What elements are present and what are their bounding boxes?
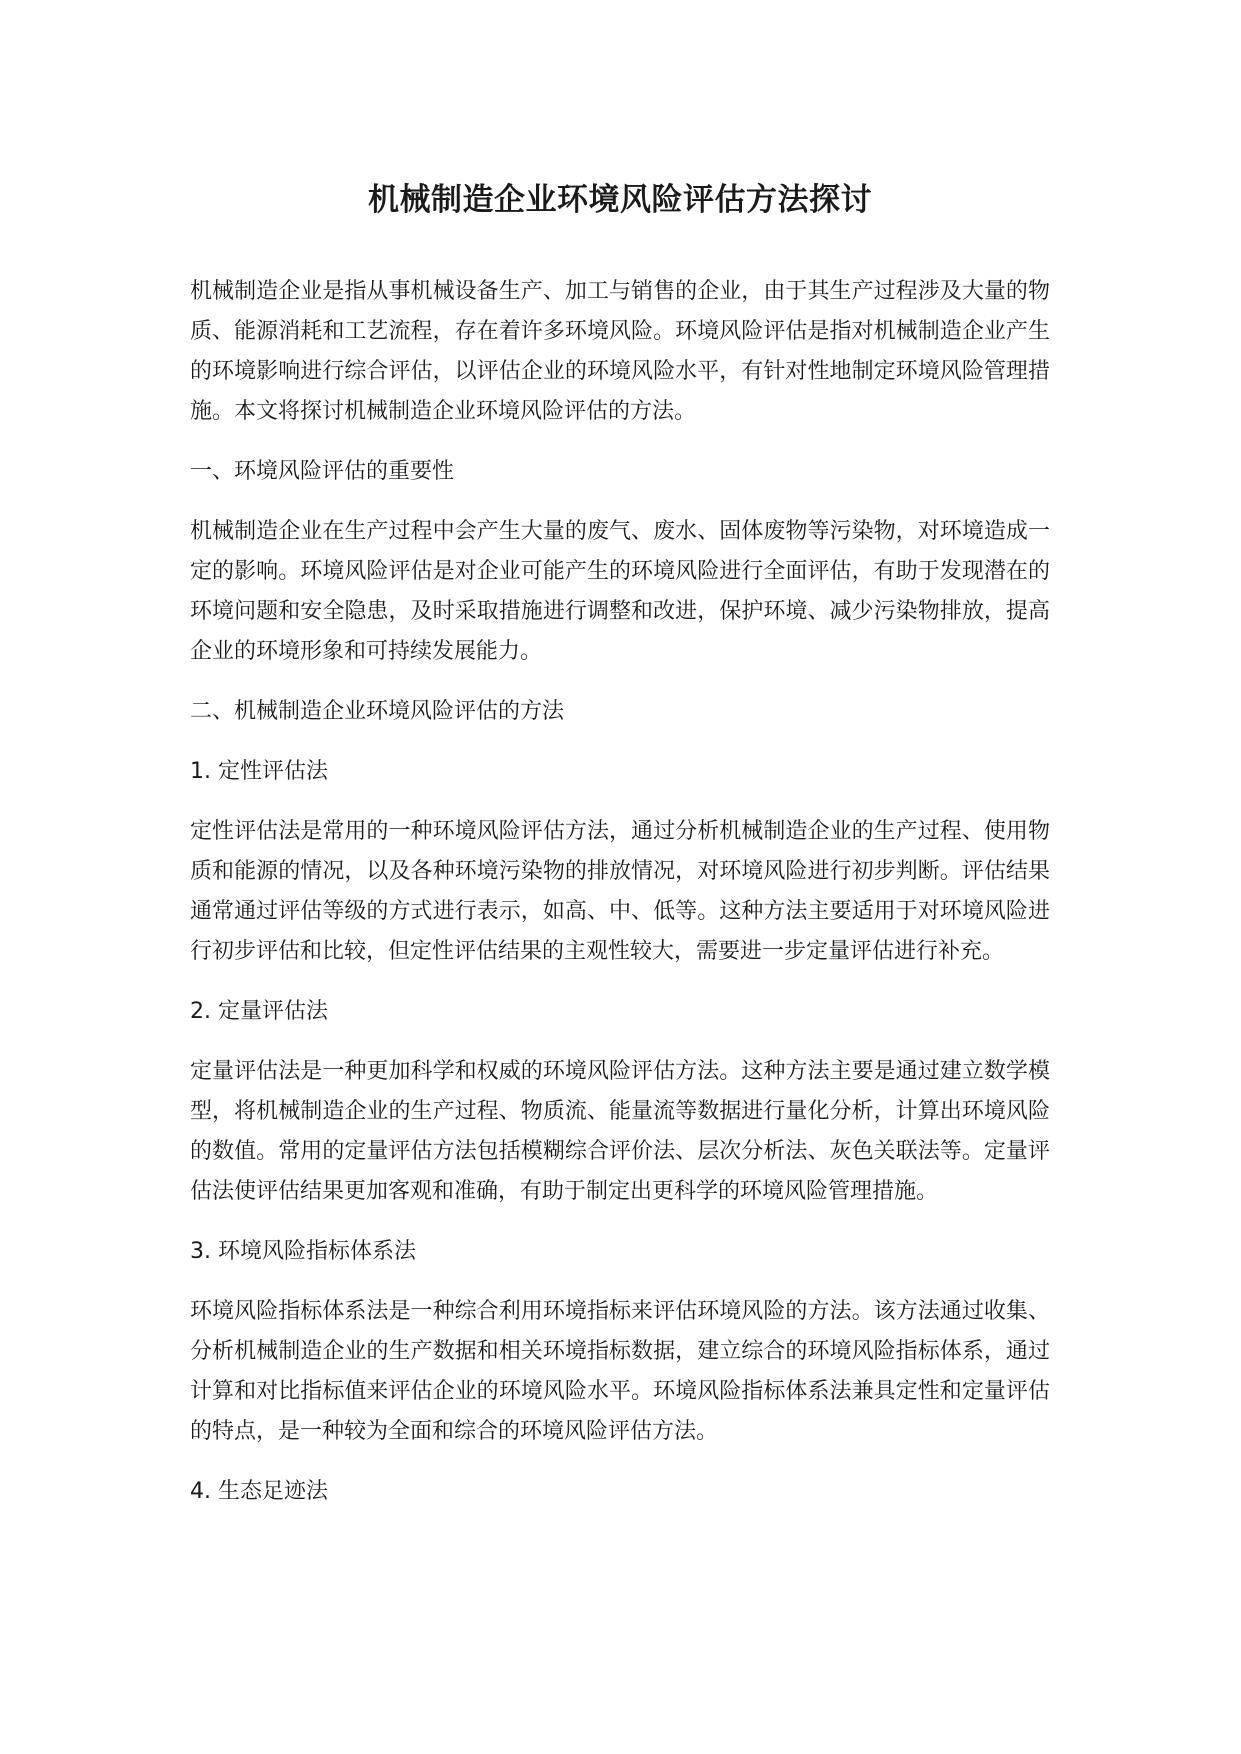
importance-paragraph: 机械制造企业在生产过程中会产生大量的废气、废水、固体废物等污染物，对环境造成一定的影响。环境风险评估是对企业可能产生的环境风险进行全面评估，有助于发现潜在的环境问题和安全隐患，及时采取措施进行调整和改进，保护环境、减少污染物排放，提高企业的环境形象和可持续发展能力。 bbox=[190, 519, 1050, 664]
quantitative-paragraph: 定量评估法是一种更加科学和权威的环境风险评估方法。这种方法主要是通过建立数学模型，将机械制造企业的生产过程、物质流、能量流等数据进行量化分析，计算出环境风险的数值。常用的定量评估方法包括模糊综合评价法、层次分析法、灰色关联法等。定量评估法使评估结果更加客观和准确，有助于制定出更科学的环境风险管理措施。 bbox=[190, 1059, 1050, 1204]
subheading-qualitative: 1. 定性评估法 bbox=[190, 759, 328, 784]
document-page bbox=[190, 178, 1050, 1532]
subheading-quantitative: 2. 定量评估法 bbox=[190, 999, 328, 1024]
section-heading-importance: 一、环境风险评估的重要性 bbox=[190, 459, 455, 484]
document-title: 机械制造企业环境风险评估方法探讨 bbox=[368, 182, 872, 218]
subheading-indicator-system: 3. 环境风险指标体系法 bbox=[190, 1239, 416, 1264]
section-heading-methods: 二、机械制造企业环境风险评估的方法 bbox=[190, 699, 565, 724]
subheading-ecological-footprint: 4. 生态足迹法 bbox=[190, 1479, 328, 1504]
intro-paragraph: 机械制造企业是指从事机械设备生产、加工与销售的企业，由于其生产过程涉及大量的物质、能源消耗和工艺流程，存在着许多环境风险。环境风险评估是指对机械制造企业产生的环境影响进行综合评估，以评估企业的环境风险水平，有针对性地制定环境风险管理措施。本文将探讨机械制造企业环境风险评估的方法。 bbox=[190, 279, 1050, 424]
qualitative-paragraph: 定性评估法是常用的一种环境风险评估方法，通过分析机械制造企业的生产过程、使用物质和能源的情况，以及各种环境污染物的排放情况，对环境风险进行初步判断。评估结果通常通过评估等级的方式进行表示，如高、中、低等。这种方法主要适用于对环境风险进行初步评估和比较，但定性评估结果的主观性较大，需要进一步定量评估进行补充。 bbox=[190, 819, 1050, 964]
indicator-system-paragraph: 环境风险指标体系法是一种综合利用环境指标来评估环境风险的方法。该方法通过收集、分析机械制造企业的生产数据和相关环境指标数据，建立综合的环境风险指标体系，通过计算和对比指标值来评估企业的环境风险水平。环境风险指标体系法兼具定性和定量评估的特点，是一种较为全面和综合的环境风险评估方法。 bbox=[190, 1299, 1050, 1444]
